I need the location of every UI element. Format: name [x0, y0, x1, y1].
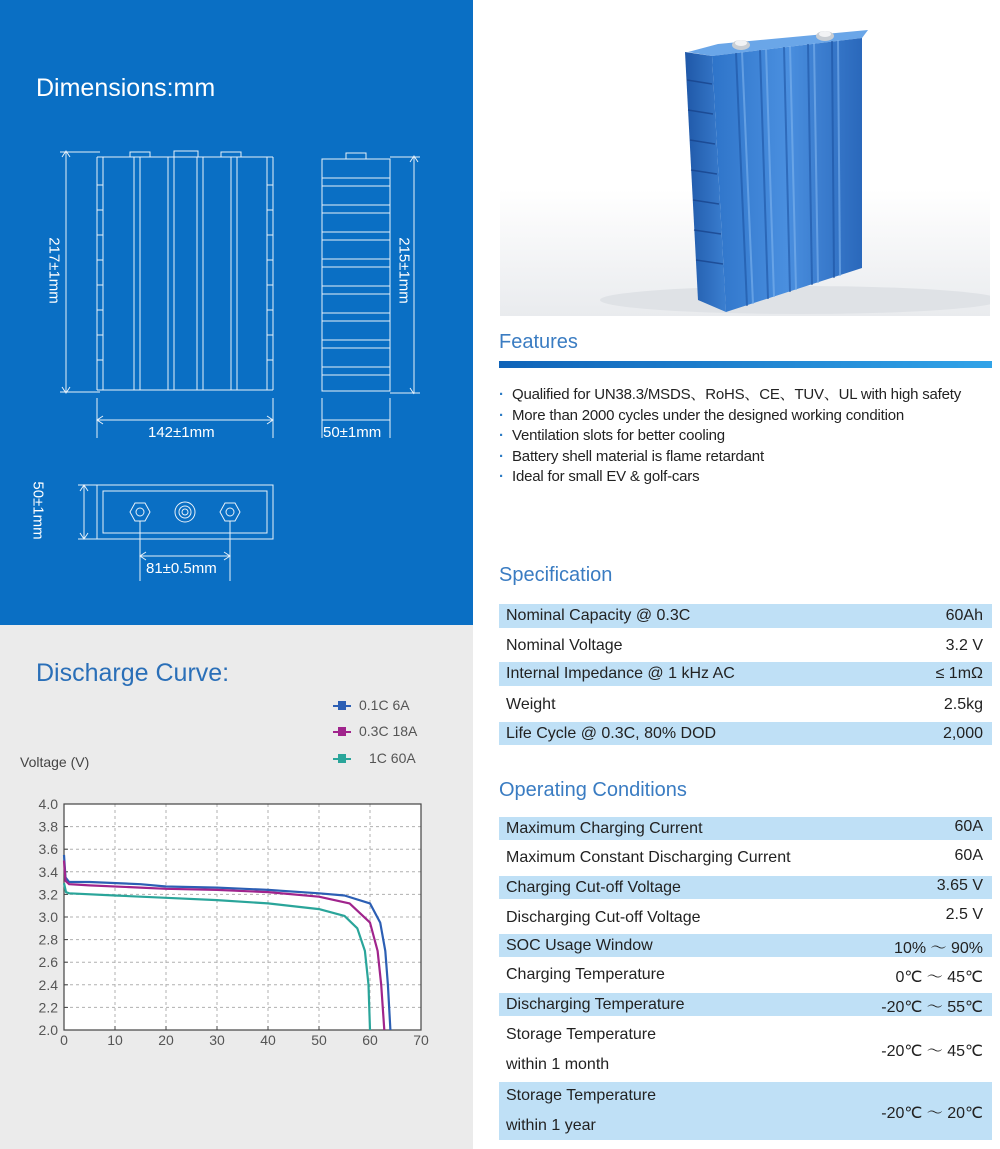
bullet-icon: · [499, 406, 504, 424]
x-tick-label: 60 [362, 1032, 378, 1048]
feature-item [499, 406, 994, 427]
operating-label: Discharging Temperature [506, 996, 685, 1013]
y-tick-label: 3.6 [38, 841, 58, 858]
operating-value: -20℃ ～ 20℃ [881, 1105, 983, 1122]
y-tick-label: 3.4 [38, 863, 58, 880]
y-tick-label: 4.0 [38, 796, 58, 812]
spec-row [499, 722, 992, 745]
side-height-label: 215±1mm [395, 237, 413, 304]
operating-value: 0℃ ～ 45℃ [895, 969, 983, 986]
operating-label: Charging Temperature [506, 966, 665, 983]
operating-label: Storage Temperature [506, 1087, 657, 1104]
bullet-icon: · [499, 468, 504, 485]
operating-row [499, 993, 992, 1016]
battery-cell-image [500, 0, 990, 316]
feature-text: More than 2000 cycles under the designed working condition [512, 406, 904, 424]
features-list [499, 385, 994, 488]
spec-label: Life Cycle @ 0.3C, 80% DOD [506, 725, 717, 742]
y-tick-label: 2.8 [38, 931, 58, 948]
bullet-icon: · [499, 447, 504, 465]
operating-sublabel: within 1 year [506, 1117, 596, 1134]
operating-value: -20℃ ～ 55℃ [881, 999, 983, 1016]
y-tick-label: 3.0 [38, 909, 58, 925]
legend-marker [338, 754, 346, 763]
operating-value: -20℃ ～ 45℃ [881, 1043, 983, 1060]
spec-row [499, 690, 992, 718]
operating-row [499, 961, 992, 989]
feature-item [499, 385, 994, 406]
product-photo [500, 0, 990, 316]
discharge-title: Discharge Curve: [36, 659, 230, 687]
operating-row [499, 934, 992, 957]
legend-marker [338, 701, 346, 710]
feature-text: Ventilation slots for better cooling [512, 427, 725, 444]
operating-row [499, 1020, 992, 1078]
operating-row [499, 903, 992, 931]
feature-item [499, 447, 994, 468]
feature-item [499, 467, 994, 488]
chart-y-axis-label: Voltage (V) [20, 754, 90, 770]
operating-value: 60A [954, 847, 983, 864]
x-tick-label: 0 [60, 1032, 68, 1048]
x-tick-label: 10 [107, 1032, 123, 1048]
front-view-drawing [60, 151, 273, 438]
operating-row [499, 876, 992, 899]
front-height-label: 217±1mm [45, 237, 63, 304]
spec-row [499, 632, 992, 658]
y-tick-label: 2.0 [38, 1022, 58, 1038]
top-depth-label: 50±1mm [29, 481, 47, 540]
operating-row [499, 1082, 992, 1140]
discharge-chart [0, 790, 473, 1080]
x-tick-label: 40 [260, 1032, 276, 1048]
features-title: Features [499, 331, 578, 353]
spec-label: Internal Impedance @ 1 kHz AC [506, 665, 735, 682]
features-divider [499, 361, 992, 368]
spec-label: Weight [506, 696, 556, 713]
operating-row [499, 817, 992, 840]
spec-value: 3.2 V [945, 637, 983, 654]
dimensions-title: Dimensions:mm [36, 74, 216, 102]
feature-text: Qualified for UN38.3/MSDS、RoHS、CE、TUV、UL with high safety [512, 386, 962, 403]
x-tick-label: 70 [413, 1032, 429, 1048]
x-tick-label: 30 [209, 1032, 225, 1048]
operating-value: 10% ～ 90% [894, 940, 983, 957]
side-width-label: 50±1mm [323, 424, 382, 441]
legend-label: 0.1C 6A [359, 697, 410, 713]
operating-label: Maximum Charging Current [506, 820, 703, 837]
operating-title: Operating Conditions [499, 779, 687, 801]
y-tick-label: 3.8 [38, 818, 58, 835]
operating-label: Discharging Cut-off Voltage [506, 909, 701, 926]
operating-value: 2.5 V [945, 906, 983, 923]
bullet-icon: · [499, 427, 504, 444]
operating-row [499, 844, 992, 872]
spec-value: 2,000 [942, 725, 983, 742]
spec-row [499, 604, 992, 628]
front-width-label: 142±1mm [148, 424, 215, 441]
x-tick-label: 50 [311, 1032, 327, 1048]
spec-value: 2.5kg [943, 696, 983, 713]
spec-value: ≤ 1mΩ [935, 665, 983, 682]
spec-label: Nominal Voltage [506, 637, 623, 654]
feature-text: Ideal for small EV & golf-cars [512, 468, 700, 485]
spec-row [499, 662, 992, 686]
operating-value: 3.65 V [936, 877, 983, 894]
legend-label: 1C 60A [369, 750, 416, 766]
feature-item [499, 426, 994, 447]
spec-label: Nominal Capacity @ 0.3C [506, 607, 691, 624]
terminal-left [732, 40, 750, 50]
operating-label: Storage Temperature [506, 1026, 657, 1043]
feature-text: Battery shell material is flame retardant [512, 447, 764, 465]
specification-title: Specification [499, 564, 613, 586]
operating-sublabel: within 1 month [506, 1056, 610, 1073]
y-tick-label: 2.2 [38, 999, 58, 1016]
y-tick-label: 3.2 [38, 886, 58, 903]
operating-label: Maximum Constant Discharging Current [506, 849, 791, 866]
plot-area [64, 804, 421, 1030]
terminal-right [816, 31, 834, 41]
bullet-icon: · [499, 386, 504, 403]
operating-label: Charging Cut-off Voltage [506, 879, 681, 896]
operating-value: 60A [954, 818, 983, 835]
legend-marker [338, 727, 346, 736]
x-tick-label: 20 [158, 1032, 174, 1048]
spec-value: 60Ah [945, 607, 983, 624]
y-tick-label: 2.6 [38, 954, 58, 971]
legend-label: 0.3C 18A [359, 723, 418, 739]
y-tick-label: 2.4 [38, 976, 58, 993]
terminal-spacing-label: 81±0.5mm [146, 560, 217, 577]
operating-label: SOC Usage Window [506, 937, 653, 954]
